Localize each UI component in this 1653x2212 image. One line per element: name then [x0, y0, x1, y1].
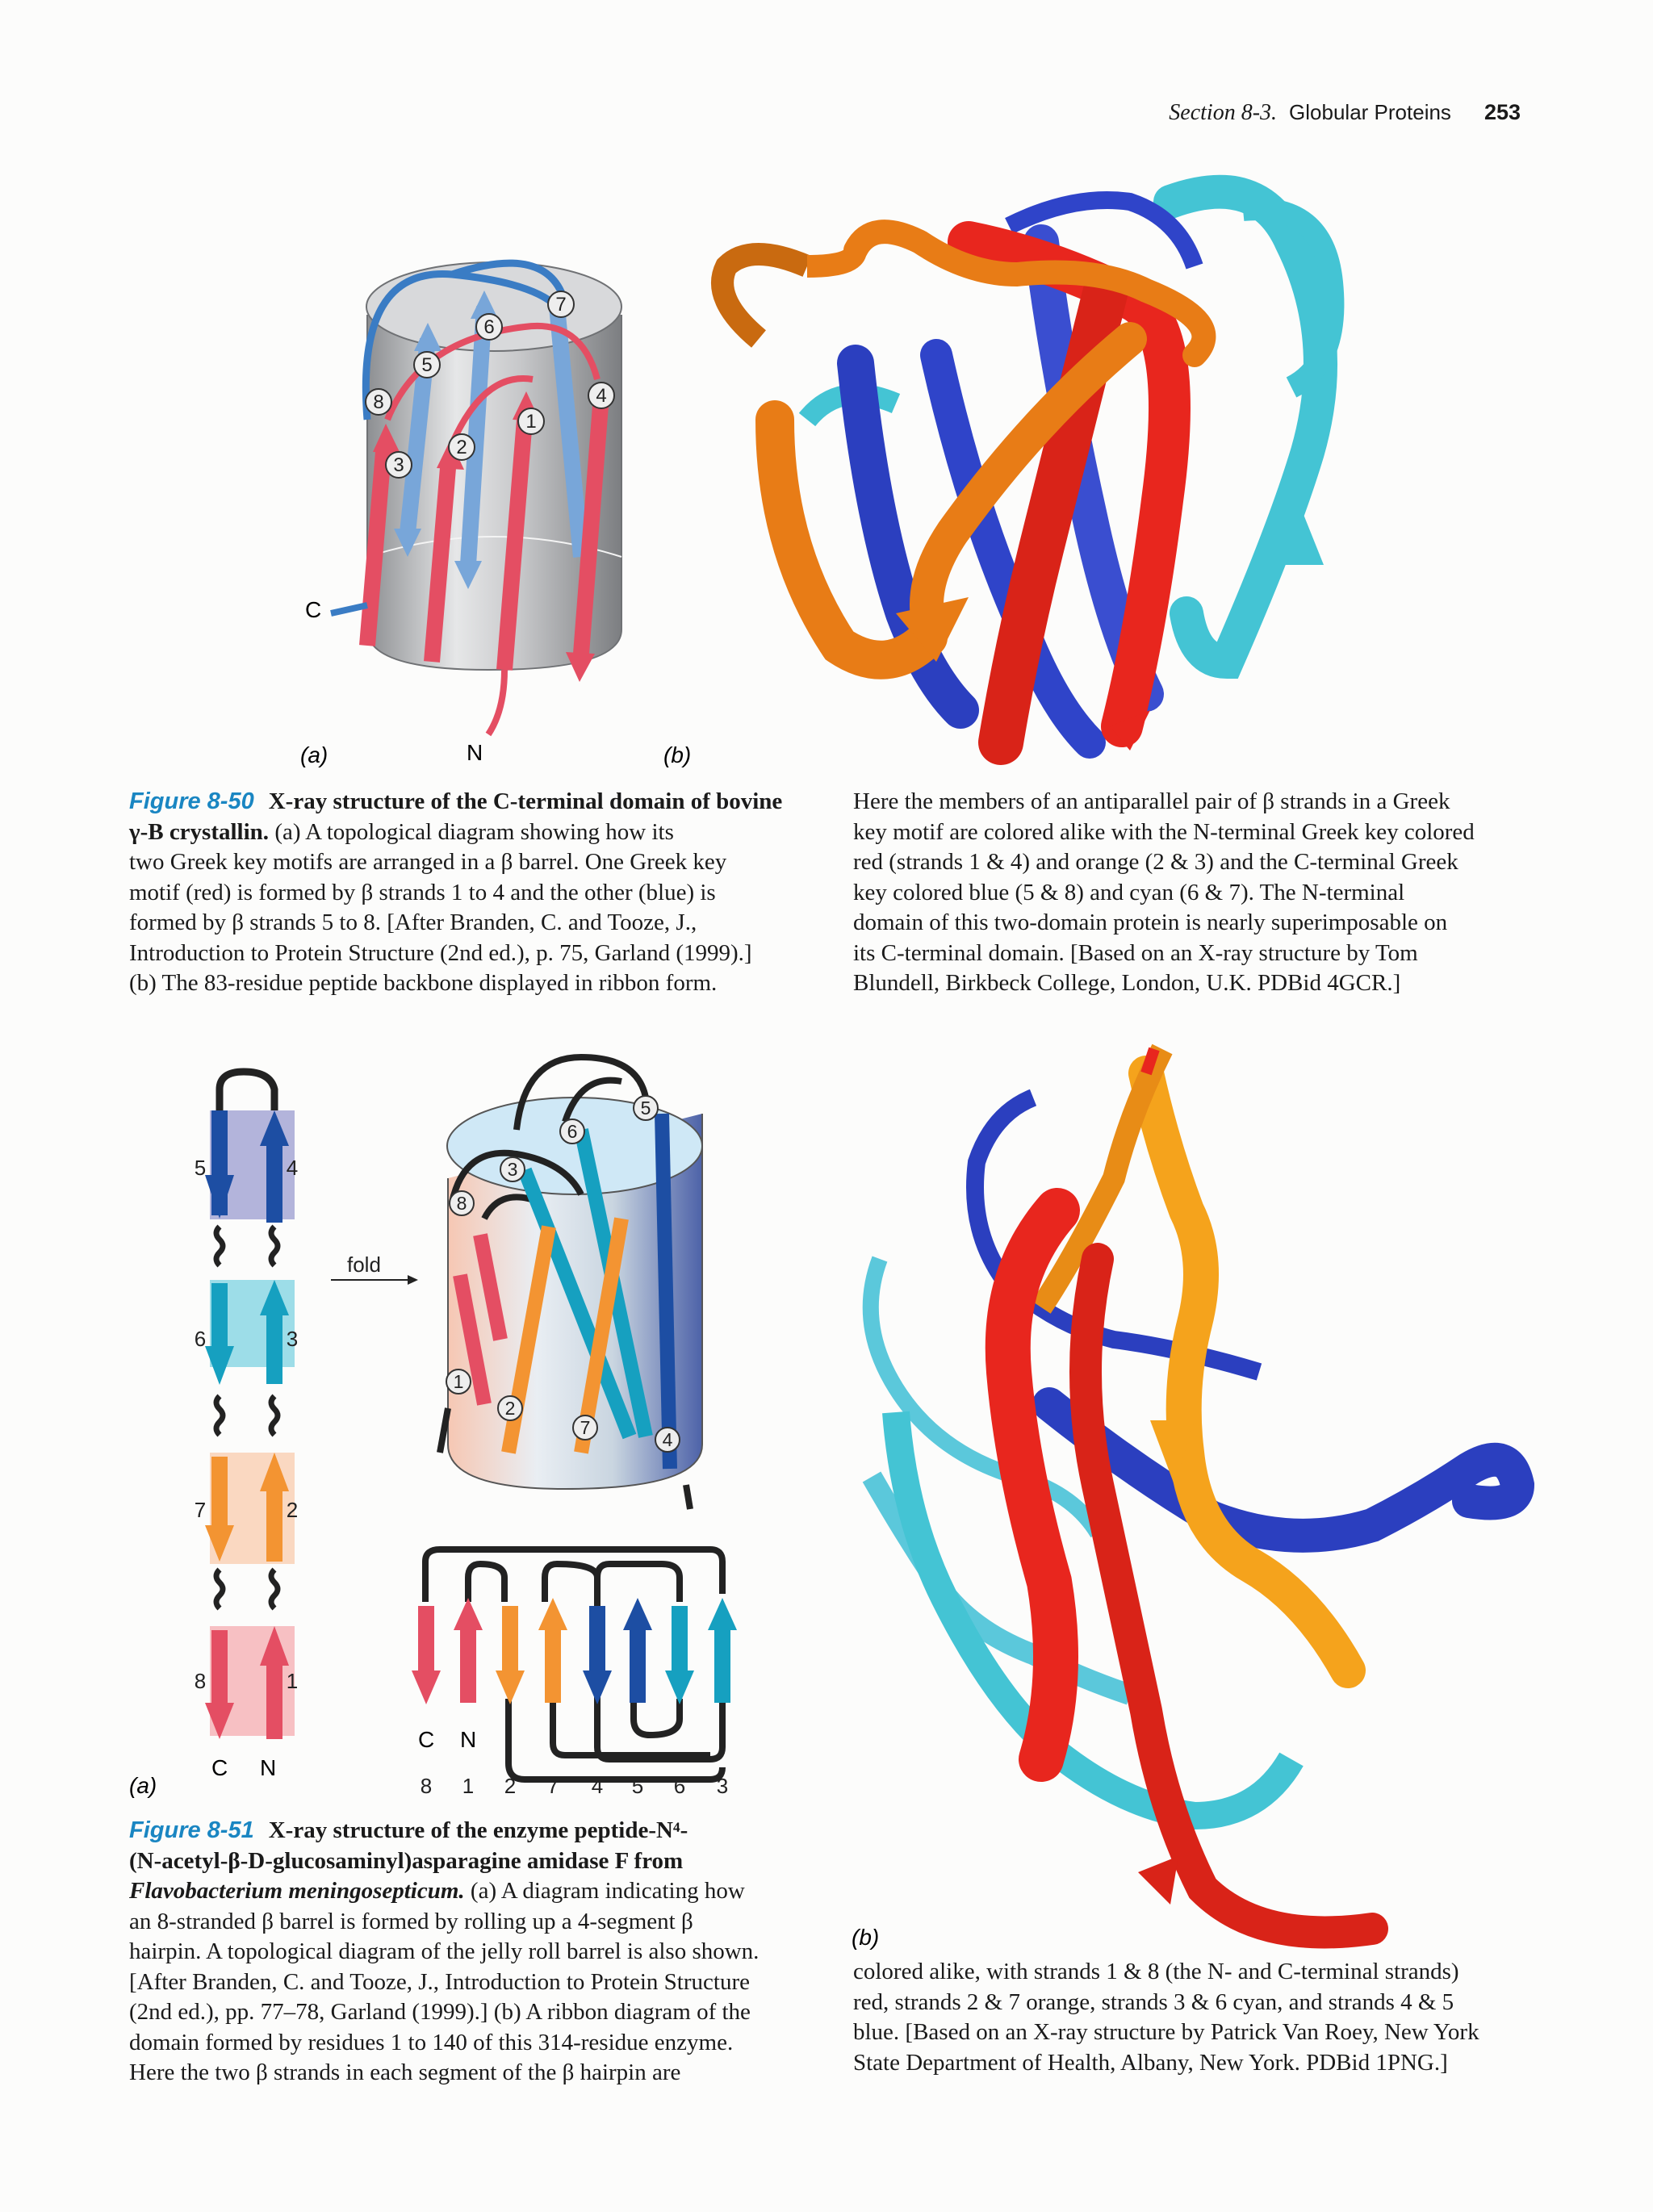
panel-b-label: (b) — [663, 742, 692, 767]
topology-order-7: 6 — [673, 1774, 686, 1798]
barrel-strand-2: 2 — [504, 1398, 516, 1419]
caption-line: (b) The 83-residue peptide backbone displayed in ribbon form. — [129, 970, 718, 996]
section-label: Section 8-3. — [1169, 100, 1278, 125]
figure-8-50-label: Figure 8-50 — [129, 788, 254, 814]
strand-8-label: 8 — [373, 391, 384, 413]
figure-8-50-caption-right — [853, 787, 1531, 999]
topology-order-2: 1 — [462, 1774, 475, 1798]
greek-key-barrel-diagram — [300, 262, 621, 767]
barrel-strand-3: 3 — [507, 1159, 518, 1180]
figure-8-50-title: X-ray structure of the C-terminal domain of bovine γ-B crystallin. — [129, 788, 783, 845]
panel-a-label: (a) — [300, 742, 329, 767]
figure-8-51-caption-left — [129, 1816, 807, 2089]
topology-order-4: 7 — [546, 1774, 559, 1798]
figure-8-51-title-line: Flavobacterium meningosepticum. — [129, 1878, 465, 1904]
barrel-strand-7: 7 — [580, 1417, 591, 1438]
figure-8-50-caption-left — [129, 787, 799, 999]
barrel-strand-1: 1 — [453, 1371, 464, 1392]
strand-3-label: 3 — [393, 454, 404, 476]
caption-line: Introduction to Protein Structure (2nd ed.), p. 75, Garland (1999).] — [129, 939, 752, 966]
caption-line: domain formed by residues 1 to 140 of this 314-residue enzyme. — [129, 2029, 734, 2055]
n-terminus-label: N — [467, 740, 483, 765]
strand-5-label: 5 — [421, 354, 433, 376]
strand-7-label: 7 — [555, 294, 567, 316]
fig51-panel-b-label: (b) — [852, 1925, 880, 1950]
caption-line: Here the members of an antiparallel pair of β strands in a Greek — [853, 788, 1450, 814]
hairpin-c-terminus: C — [211, 1755, 228, 1780]
figure-8-51-caption-right — [853, 1957, 1531, 2078]
caption-line: red (strands 1 & 4) and orange (2 & 3) and the C-terminal Greek — [853, 849, 1458, 875]
barrel-strand-8: 8 — [456, 1193, 467, 1214]
fig51-panel-a-label: (a) — [129, 1773, 157, 1798]
caption-line: its C-terminal domain. [Based on an X-ray structure by Tom — [853, 939, 1418, 966]
page-number: 253 — [1484, 100, 1521, 124]
caption-line: State Department of Health, Albany, New York. PDBid 1PNG.] — [853, 2049, 1448, 2076]
strand-6-label: 6 — [483, 316, 495, 338]
fold-label: fold — [347, 1252, 381, 1277]
hairpin-strand-2: 2 — [286, 1498, 299, 1522]
topology-order-8: 3 — [716, 1774, 729, 1798]
caption-line: blue. [Based on an X-ray structure by Patrick Van Roey, New York — [853, 2019, 1479, 2045]
caption-line: key colored blue (5 & 8) and cyan (6 & 7). The N-terminal — [853, 879, 1405, 905]
chapter-title: Globular Proteins — [1289, 100, 1451, 124]
topology-c-terminus: C — [418, 1727, 435, 1752]
caption-line: formed by β strands 5 to 8. [After Branden, C. and Tooze, J., — [129, 909, 697, 935]
amidase-ribbon-model — [852, 1049, 1517, 1950]
topology-n-terminus: N — [460, 1727, 477, 1752]
beta-hairpin-column — [129, 1072, 298, 1798]
caption-line: motif (red) is formed by β strands 1 to 4 and the other (blue) is — [129, 879, 716, 905]
crystallin-ribbon-model — [663, 192, 1333, 767]
hairpin-strand-3: 3 — [286, 1327, 299, 1351]
topology-order-3: 2 — [504, 1774, 517, 1798]
figure-8-51-label: Figure 8-51 — [129, 1817, 254, 1843]
hairpin-strand-1: 1 — [286, 1669, 299, 1693]
hairpin-strand-4: 4 — [286, 1156, 299, 1180]
caption-line: (2nd ed.), pp. 77–78, Garland (1999).] (b) A ribbon diagram of the — [129, 1999, 751, 2025]
figure-8-51-title-line: X-ray structure of the enzyme peptide-N⁴- — [268, 1817, 688, 1843]
caption-line: [After Branden, C. and Tooze, J., Introduction to Protein Structure — [129, 1968, 750, 1995]
caption-line: (a) A diagram indicating how — [470, 1878, 745, 1904]
caption-line: Blundell, Birkbeck College, London, U.K. PDBid 4GCR.] — [853, 970, 1401, 996]
caption-line: Here the two β strands in each segment of the β hairpin are — [129, 2059, 681, 2085]
strand-4-label: 4 — [596, 385, 607, 407]
hairpin-strand-6: 6 — [194, 1327, 207, 1351]
barrel-strand-5: 5 — [640, 1098, 651, 1119]
barrel-strand-6: 6 — [567, 1121, 578, 1142]
jelly-roll-barrel-diagram — [440, 1057, 702, 1509]
hairpin-strand-7: 7 — [194, 1498, 207, 1522]
hairpin-n-terminus: N — [260, 1755, 277, 1780]
c-terminus-label: C — [305, 597, 322, 622]
fold-arrow — [331, 1252, 418, 1285]
caption-line: hairpin. A topological diagram of the jelly roll barrel is also shown. — [129, 1938, 760, 1964]
hairpin-strand-5: 5 — [194, 1156, 207, 1180]
strand-2-label: 2 — [456, 437, 467, 458]
topology-order-6: 5 — [631, 1774, 644, 1798]
strand-1-label: 1 — [525, 411, 537, 433]
caption-line: red, strands 2 & 7 orange, strands 3 & 6 cyan, and strands 4 & 5 — [853, 1988, 1454, 2015]
topology-order-5: 4 — [591, 1774, 604, 1798]
figure-8-51-title-line: (N-acetyl-β-D-glucosaminyl)asparagine amidase F from — [129, 1847, 684, 1874]
caption-line: colored alike, with strands 1 & 8 (the N- and C-terminal strands) — [853, 1959, 1459, 1984]
jelly-roll-topology-diagram — [412, 1549, 737, 1798]
hairpin-strand-8: 8 — [194, 1669, 207, 1693]
caption-line: key motif are colored alike with the N-terminal Greek key colored — [853, 818, 1475, 845]
caption-line: domain of this two-domain protein is nearly superimposable on — [853, 909, 1448, 935]
caption-line: (a) A topological diagram showing how its — [274, 818, 674, 845]
caption-line: an 8-stranded β barrel is formed by rolling up a 4-segment β — [129, 1908, 693, 1934]
topology-order-1: 8 — [420, 1774, 433, 1798]
caption-line: two Greek key motifs are arranged in a β barrel. One Greek key — [129, 849, 727, 875]
barrel-strand-4: 4 — [662, 1429, 673, 1450]
